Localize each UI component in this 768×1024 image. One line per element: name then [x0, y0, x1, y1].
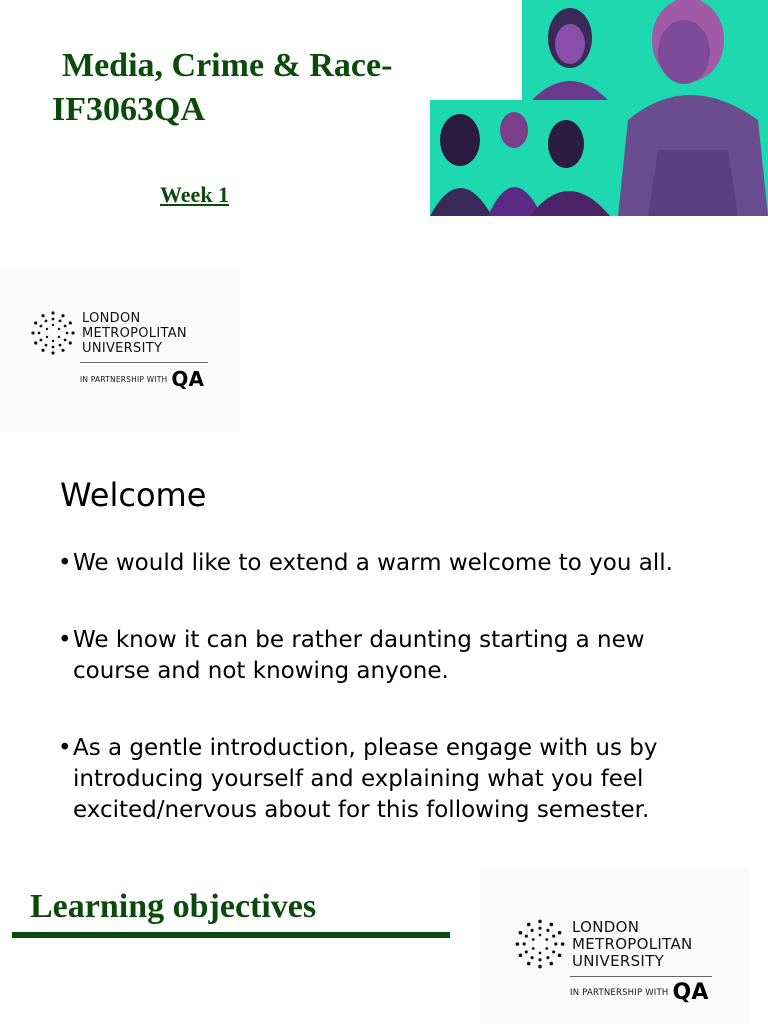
bullet-text: As a gentle introduction, please engage with us by introducing yourself and explaining what you feel excited/nervous about for this following semester. [73, 735, 658, 823]
logo-line1: LONDON [82, 310, 141, 326]
partner-text: IN PARTNERSHIP WITH [570, 988, 669, 998]
student-photo-smiling [618, 0, 768, 216]
logo-divider [80, 362, 208, 363]
welcome-heading: Welcome [60, 476, 207, 514]
student-photo-group [430, 100, 618, 216]
bullet-dot: • [58, 735, 72, 761]
student-photo-laughing [522, 0, 618, 100]
bullet-text: We know it can be rather daunting starting a new course and not knowing anyone. [73, 627, 645, 684]
course-title-line2: IF3063QA [52, 91, 205, 128]
qa-logo: QA [672, 980, 709, 1005]
partner-text: IN PARTNERSHIP WITH [80, 374, 168, 384]
logo-line2: METROPOLITAN [572, 934, 693, 953]
welcome-bullets [58, 548, 718, 872]
bullet-item [58, 733, 718, 826]
university-logo-2 [480, 866, 750, 1024]
logo-line3: UNIVERSITY [82, 340, 163, 356]
learning-objectives-heading: Learning objectives [30, 888, 317, 925]
course-title [52, 44, 452, 132]
bullet-item [58, 625, 718, 687]
bullet-dot: • [58, 550, 72, 576]
week-link[interactable]: Week 1 [160, 182, 230, 207]
course-title-line1: Media, Crime & Race- [62, 47, 393, 84]
dotted-circle-icon [514, 918, 566, 970]
logo-line2: METROPOLITAN [82, 325, 187, 341]
bullet-text: We would like to extend a warm welcome to you all. [73, 550, 673, 576]
bullet-item [58, 548, 718, 579]
logo-divider [570, 976, 712, 977]
logo-line1: LONDON [572, 917, 640, 936]
heading-underline [12, 932, 450, 938]
logo-line3: UNIVERSITY [572, 951, 665, 970]
qa-logo: QA [171, 367, 205, 391]
bullet-dot: • [58, 627, 72, 653]
dotted-circle-icon [30, 310, 76, 356]
university-logo [0, 266, 240, 432]
